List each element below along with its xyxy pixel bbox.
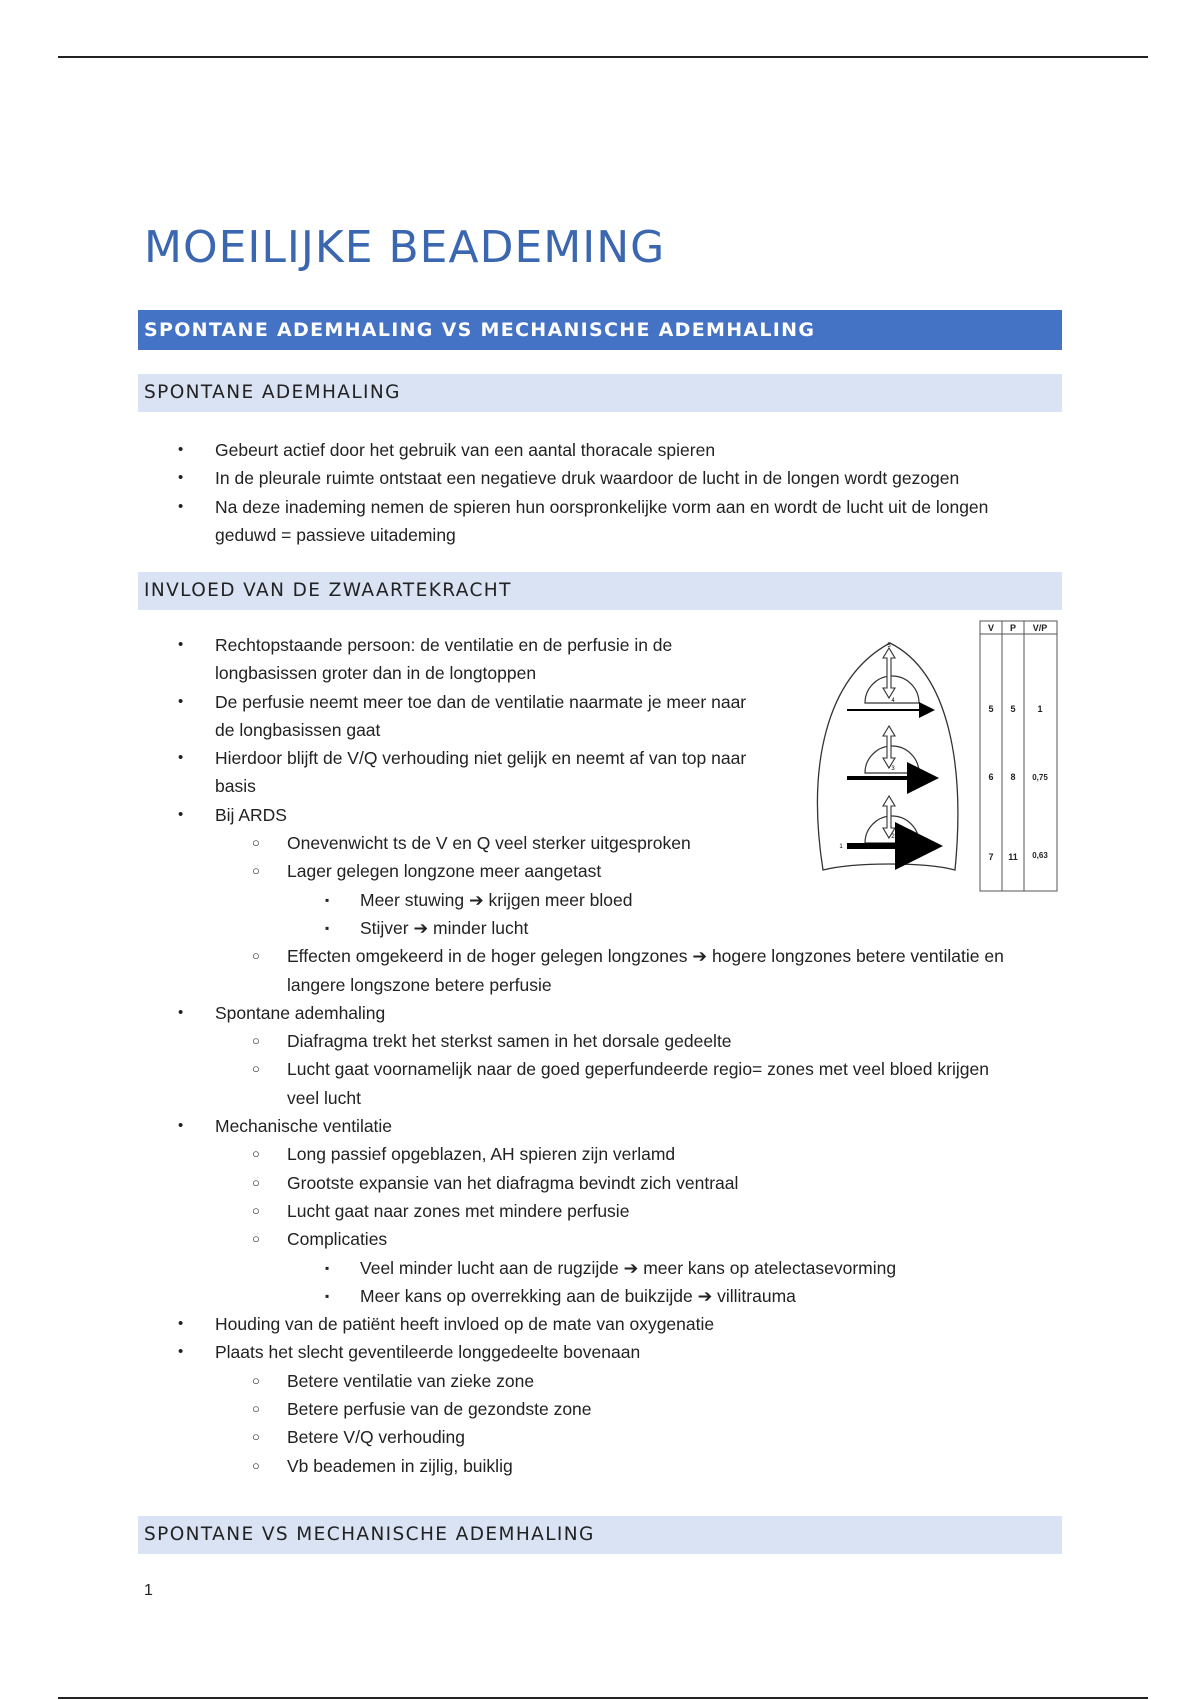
- zone-label: 1: [839, 844, 843, 850]
- list-item: • Spontane ademhaling: [178, 1002, 386, 1023]
- table-cell: 1: [1037, 704, 1043, 714]
- list-item: ○ Lager gelegen longzone meer aangetast: [252, 861, 602, 882]
- list-item: ○ Complicaties: [252, 1229, 388, 1250]
- list-item-continuation: geduwd = passieve uitademing: [215, 524, 456, 545]
- list-item: • De perfusie neemt meer toe dan de ventilatie naarmate je meer naar: [178, 691, 747, 712]
- zone-label: 3: [891, 766, 895, 772]
- list-item: • Na deze inademing nemen de spieren hun oorspronkelijke vorm aan en wordt de lucht uit de longen: [0, 493, 988, 521]
- list-item: • Gebeurt actief door het gebruik van een aantal thoracale spieren: [0, 436, 988, 464]
- heading-invloed-zwaartekracht: INVLOED VAN DE ZWAARTEKRACHT: [138, 572, 1062, 610]
- table-cell: 0,75: [1032, 773, 1048, 782]
- heading-spontane-ademhaling: SPONTANE ADEMHALING: [138, 374, 1062, 412]
- air-flow-icon: [883, 648, 895, 698]
- table-cell: 8: [1010, 772, 1016, 782]
- list-item: • Rechtopstaande persoon: de ventilatie en de perfusie in de: [178, 635, 673, 655]
- list-item: • Plaats het slecht geventileerde longgedeelte bovenaan: [178, 1342, 641, 1363]
- list-item: ○ Effecten omgekeerd in de hoger gelegen longzones ➔ hogere longzones betere ventilatie en: [252, 946, 1004, 967]
- list-item: ○ Vb beademen in zijlig, buiklig: [252, 1455, 513, 1476]
- list-item: ○ Betere ventilatie van zieke zone: [252, 1370, 535, 1391]
- list-item: ○ Betere V/Q verhouding: [252, 1427, 466, 1448]
- list-item: ▪ Stijver ➔ minder lucht: [325, 917, 529, 938]
- table-cell: 6: [988, 772, 994, 782]
- zwaartekracht-list: • Rechtopstaande persoon: de ventilatie en de perfusie in de longbasissen groter dan in de longtoppen • De perfusie neemt meer toe dan de ventilatie naarmate je meer naar de longbasissen gaat • Hierdoor blijft de V/Q verhouding niet gelijk en neemt af van top naar basis • Bij ARDS ○ Onevenwicht ts de V en Q veel sterker uitgesproken ○ Lager gelegen longzone meer aangetast ▪ Meer stuwing ➔ krijgen meer bloed ▪ Stijver ➔ minder lucht ○ Effecten omgekeerd in de hoger gelegen longzones ➔ hogere longzones betere ventilatie en langere longszone betere perfusie • Spontane ademhaling ○ Diafragma trekt het sterkst samen in het dorsale gedeelte ○ Lucht gaat voornamelijk naar de goed geperfundeerde regio= zones met veel bloed krijgen veel lucht • Mechanische ventilatie ○ Long passief opgeblazen, AH spieren zijn verlamd ○ Grootste expansie van het diafragma bevindt zich ventraal ○ Lucht gaat naar zones met mindere perfusie ○ Complicaties ▪ Veel minder lucht aan de rugzijde ➔ meer kans op atelectasevorming ▪ Meer kans op overrekking aan de buikzijde ➔ villitrauma • Houding van de patiënt heeft invloed op de mate van oxygenatie • Plaats het slecht geventileerde longgedeelte bovenaan ○ Betere ventilatie van zieke zone ○ Betere perfusie van de gezondste zone ○ Betere V/Q verhouding ○ Vb beademen in zijlig, buiklig: [0, 631, 1004, 1480]
- bullet-marker: •: [178, 441, 184, 458]
- list-item: ○ Diafragma trekt het sterkst samen in het dorsale gedeelte: [252, 1031, 732, 1052]
- list-item: • Mechanische ventilatie: [178, 1116, 393, 1137]
- list-item: ○ Long passief opgeblazen, AH spieren zijn verlamd: [252, 1144, 676, 1165]
- list-item: ○ Lucht gaat naar zones met mindere perfusie: [252, 1200, 630, 1221]
- list-item: • Houding van de patiënt heeft invloed op de mate van oxygenatie: [178, 1314, 715, 1335]
- lung-vq-figure: [815, 618, 1060, 896]
- footer-rule: [58, 1697, 1148, 1699]
- bullet-marker: •: [178, 469, 184, 487]
- list-item: ▪ Veel minder lucht aan de rugzijde ➔ meer kans op atelectasevorming: [325, 1257, 897, 1278]
- table-cell: 11: [1008, 852, 1018, 862]
- heading-spontane-vs-mechanische: SPONTANE ADEMHALING VS MECHANISCHE ADEMHALING: [138, 310, 1062, 350]
- arrow-icon: ➔: [692, 946, 708, 967]
- table-cell: 5: [1010, 704, 1016, 714]
- page-number: 1: [144, 1582, 153, 1599]
- list-item: • Bij ARDS: [178, 804, 287, 825]
- arrow-icon: ➔: [697, 1285, 713, 1306]
- arrow-icon: ➔: [468, 889, 484, 910]
- list-item: ○ Lucht gaat voornamelijk naar de goed geperfundeerde regio= zones met veel bloed krijgen: [252, 1059, 989, 1080]
- table-header: V: [987, 623, 995, 633]
- list-item: • In de pleurale ruimte ontstaat een negatieve druk waardoor de lucht in de longen wordt gezogen: [0, 464, 988, 492]
- heading-spontane-vs-mechanische-ademhaling: SPONTANE VS MECHANISCHE ADEMHALING: [138, 1516, 1062, 1554]
- zone-label: 4: [891, 698, 895, 704]
- arrow-icon: ➔: [623, 1257, 639, 1278]
- document-title: MOEILIJKE BEADEMING: [144, 222, 666, 273]
- list-item: ○ Grootste expansie van het diafragma bevindt zich ventraal: [252, 1172, 739, 1193]
- table-cell: 7: [988, 852, 994, 862]
- spontane-ademhaling-list: [0, 436, 988, 549]
- table-cell: 0,63: [1032, 851, 1048, 860]
- list-item: ○ Betere perfusie van de gezondste zone: [252, 1399, 592, 1420]
- zone-label: 2: [891, 834, 895, 840]
- table-header: P: [1009, 623, 1017, 633]
- header-rule: [58, 56, 1148, 58]
- list-item: ▪ Meer stuwing ➔ krijgen meer bloed: [325, 889, 633, 910]
- table-cell: 5: [988, 704, 994, 714]
- zone-label: 5: [887, 643, 891, 649]
- list-item: ○ Onevenwicht ts de V en Q veel sterker uitgesproken: [252, 833, 691, 854]
- arrow-icon: ➔: [413, 917, 429, 938]
- list-item: ▪ Meer kans op overrekking aan de buikzijde ➔ villitrauma: [325, 1285, 796, 1306]
- table-header: V/P: [1032, 623, 1048, 633]
- bullet-marker: •: [178, 497, 184, 515]
- list-item: • Hierdoor blijft de V/Q verhouding niet gelijk en neemt af van top naar: [178, 748, 747, 769]
